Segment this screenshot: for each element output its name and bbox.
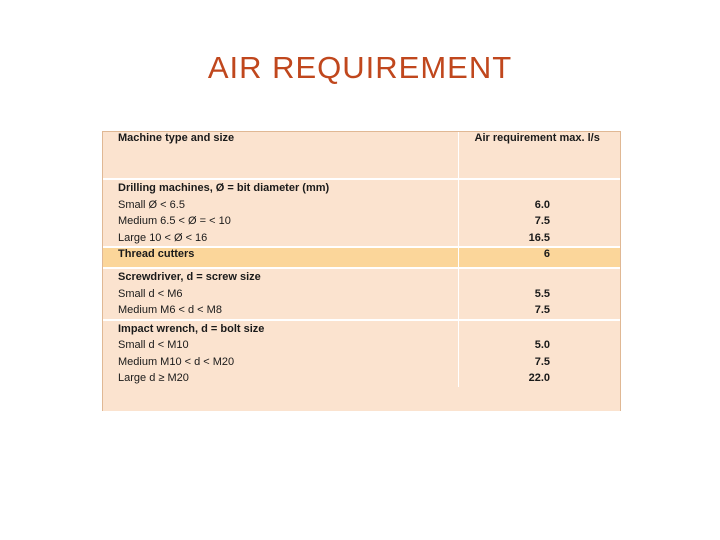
row-label: Small Ø < 6.5 bbox=[118, 198, 185, 211]
table-row-screwdriver bbox=[103, 268, 620, 320]
page-title: AIR REQUIREMENT bbox=[207, 50, 513, 85]
row-label: Medium M10 < d < M20 bbox=[118, 355, 235, 368]
group-heading-thread-cutters: Thread cutters bbox=[103, 247, 458, 268]
row-value: 6 bbox=[458, 247, 620, 268]
row-label: Large d ≥ M20 bbox=[118, 372, 189, 384]
row-label: Small d < M6 bbox=[118, 287, 183, 300]
row-label: Large 10 < Ø < 16 bbox=[118, 231, 208, 244]
air-requirement-table bbox=[102, 131, 621, 411]
row-value: 6.0 bbox=[534, 198, 550, 211]
row-value: 5.5 bbox=[534, 287, 550, 300]
row-value: 16.5 bbox=[528, 231, 550, 244]
column-header-air-requirement: Air requirement max. l/s bbox=[458, 132, 620, 179]
table-header-row bbox=[103, 132, 620, 179]
row-value: 22.0 bbox=[528, 372, 550, 384]
row-value: 7.5 bbox=[534, 304, 550, 316]
row-value: 7.5 bbox=[534, 215, 550, 227]
column-header-machine-type: Machine type and size bbox=[103, 132, 458, 179]
row-label: Medium M6 < d < M8 bbox=[118, 304, 222, 316]
row-value: 5.0 bbox=[534, 339, 550, 351]
table bbox=[103, 132, 620, 387]
group-heading-screwdriver: Screwdriver, d = screw size bbox=[118, 271, 261, 283]
group-heading-impact-wrench: Impact wrench, d = bolt size bbox=[118, 322, 265, 335]
group-heading-drilling: Drilling machines, Ø = bit diameter (mm) bbox=[118, 182, 330, 194]
row-label: Small d < M10 bbox=[118, 339, 189, 351]
row-value: 7.5 bbox=[534, 355, 550, 368]
table-row-impact-wrench bbox=[103, 320, 620, 387]
row-label: Medium 6.5 < Ø = < 10 bbox=[118, 215, 231, 227]
table-row-thread-cutters bbox=[103, 247, 620, 268]
table-row-drilling-machines bbox=[103, 179, 620, 247]
